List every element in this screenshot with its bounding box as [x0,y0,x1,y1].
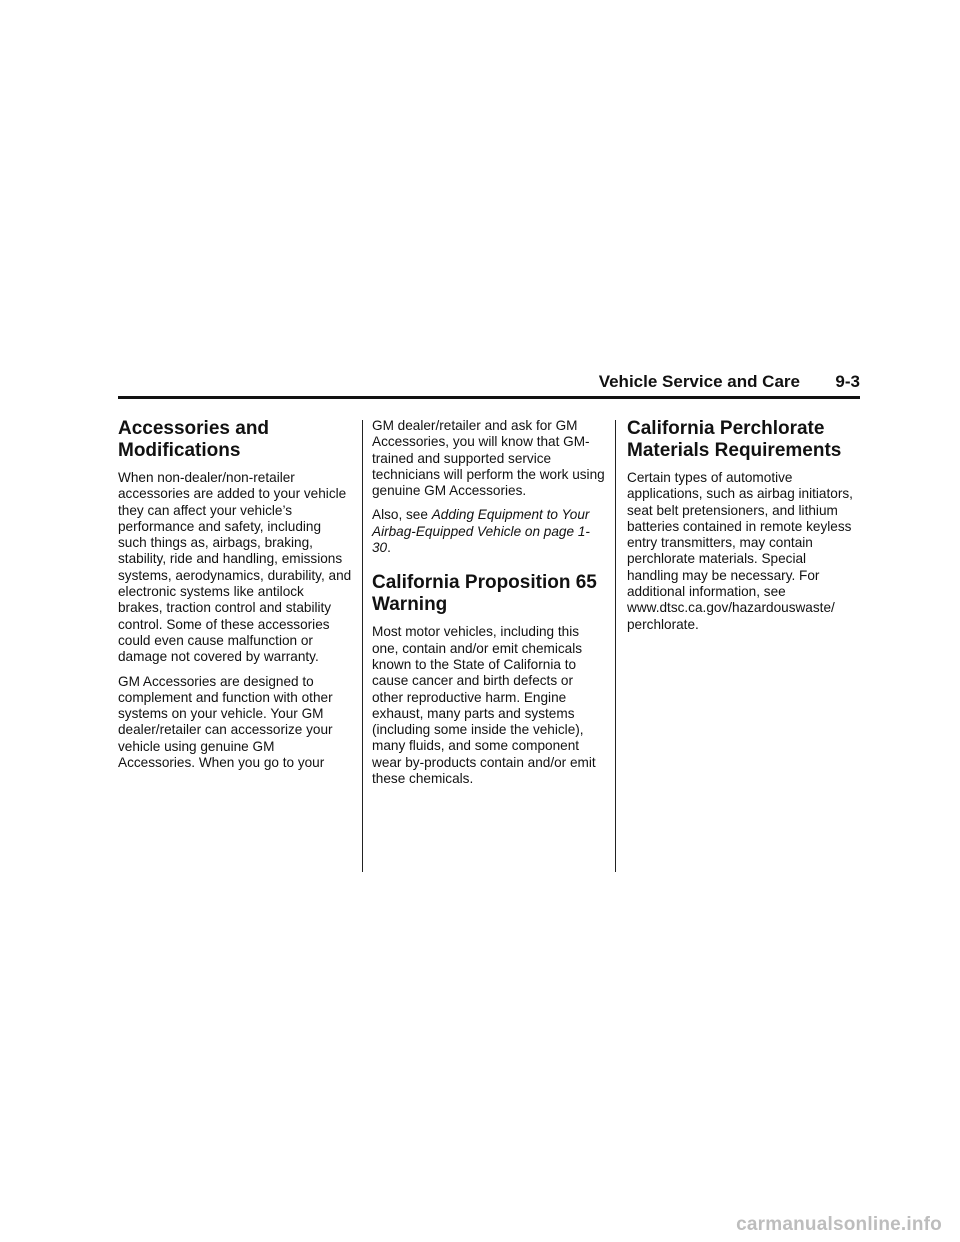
paragraph: Most motor vehicles, including this one, contain and/or emit chemicals known to the State of California to cause cancer and birth defects or other reproductive harm. Engine exhaust, many parts and systems (including some inside the vehicle), many fluids, and some component wear by-products contain and/or emit these chemicals. [372,624,596,787]
paragraph: GM Accessories are designed to complement and function with other systems on your vehicle. Your GM dealer/retailer can accessorize your vehicle using genuine GM Accessories. When you go to your [118,673,333,771]
watermark: carmanualsonline.info [736,1214,942,1235]
column-divider [615,420,616,872]
period: . [387,540,391,556]
section-heading-prop65: California Proposition 65 Warning [372,572,597,616]
section-heading-perchlorate: California Perchlorate Materials Requirements [627,418,842,461]
section-heading-accessories: Accessories and Modifications [118,418,270,461]
paragraph: Certain types of automotive applications, such as airbag initiators, seat belt pretensioners, and lithium batteries contained in remote keyless entry transmitters, may contain perchlorate materials. Special handling may be necessary. For additional information, see www.dtsc.ca.gov/hazardouswaste/ perchlorate. [627,470,853,632]
paragraph-also-see [372,507,606,556]
column-2 [372,418,606,795]
paragraph: GM dealer/retailer and ask for GM Accessories, you will know that GM-trained and supported service technicians will perform the work using genuine GM Accessories. [372,418,605,499]
cross-reference-link[interactable]: Adding Equipment to Your Airbag-Equipped Vehicle on page 1-30 [372,507,590,556]
paragraph: When non-dealer/non-retailer accessories are added to your vehicle they can affect your vehicle’s performance and safety, including such things as, airbags, braking, stability, ride and handling, emissions systems, aerodynamics, durability, and electronic systems like antilock brakes, traction control and stability control. Some of these accessories could even cause malfunction or damage not covered by warranty. [118,470,352,665]
running-header-title: Vehicle Service and Care [598,372,800,391]
page-header [118,372,860,399]
also-see-text: Also, see [372,507,428,523]
page-number: 9-3 [835,372,860,391]
column-1 [118,418,352,779]
column-3 [627,418,861,641]
column-divider [362,420,363,872]
